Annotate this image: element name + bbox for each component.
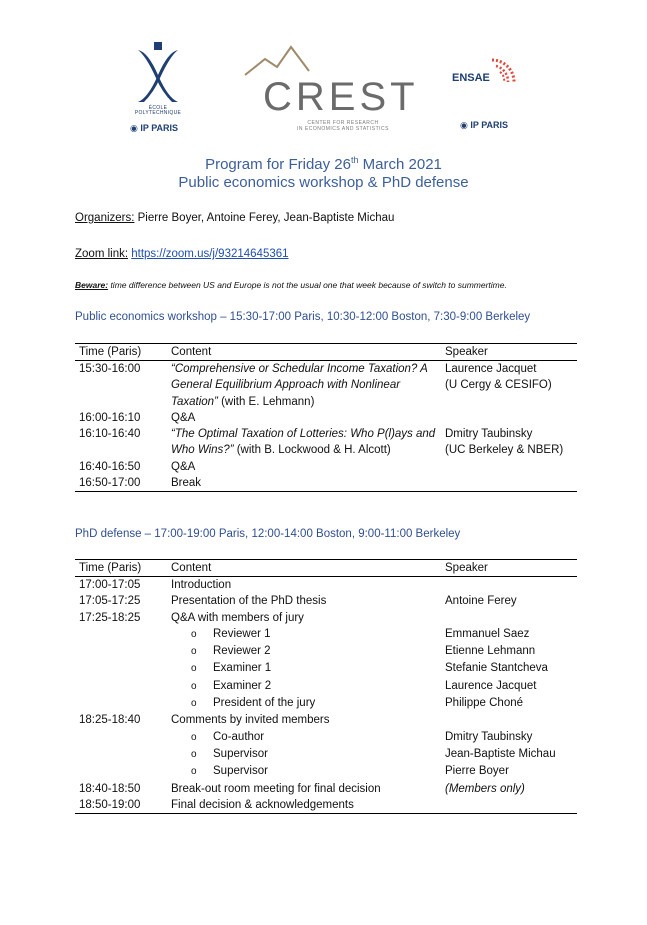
- table-cell: 16:50-17:00: [75, 475, 167, 492]
- table-cell: o Reviewer 1: [167, 626, 441, 643]
- table-cell: [75, 643, 167, 660]
- table-cell: Dmitry Taubinsky: [445, 730, 533, 743]
- bullet-icon: o: [191, 680, 197, 692]
- header-speaker: Speaker: [441, 344, 577, 361]
- crest-subtitle: CENTER FOR RESEARCH IN ECONOMICS AND STATISTICS: [297, 120, 389, 132]
- ip-paris-icon: ◉: [130, 123, 138, 133]
- table-row: [75, 475, 577, 492]
- table-cell: [441, 577, 577, 594]
- table-cell: 16:10-16:40: [79, 428, 141, 441]
- table-row: [75, 593, 577, 609]
- table-cell: 18:50-19:00: [75, 797, 167, 814]
- table-cell: Dmitry Taubinsky (UC Berkeley & NBER): [445, 428, 564, 457]
- table-cell: Final decision & acknowledgements: [167, 797, 441, 814]
- table-row: [75, 626, 577, 643]
- table-cell: o Reviewer 2: [167, 643, 441, 660]
- table-row: [75, 763, 577, 780]
- polytechnique-x-icon: [128, 40, 188, 110]
- ip-paris-label-left: ◉ IP PARIS: [130, 123, 179, 133]
- table-cell: [441, 610, 577, 626]
- table-row: [75, 781, 577, 797]
- polytechnique-logo: [128, 40, 188, 138]
- table-cell: [75, 746, 167, 763]
- workshop-heading: Public economics workshop – 15:30-17:00 Paris, 10:30-12:00 Boston, 7:30-9:00 Berkeley: [75, 311, 531, 323]
- organizers-label: Organizers:: [75, 212, 135, 224]
- crest-name: CREST: [263, 75, 419, 119]
- beware-text: time difference between US and Europe is not the usual one that week because of switch to summertime.: [108, 280, 507, 290]
- table-cell: [441, 475, 577, 492]
- table-header-row: [75, 344, 577, 361]
- header-time: Time (Paris): [75, 560, 167, 577]
- beware-note: [75, 280, 507, 290]
- table-cell: o Co-author: [167, 729, 441, 746]
- table-cell: o Examiner 1: [167, 660, 441, 677]
- table-cell: o Supervisor: [167, 763, 441, 780]
- ip-paris-label-right: ◉ IP PARIS: [460, 120, 509, 130]
- table-cell: (Members only): [445, 782, 525, 795]
- header-speaker: Speaker: [441, 560, 577, 577]
- table-row: [75, 459, 577, 475]
- defense-table: [75, 559, 577, 814]
- organizers-line: [75, 212, 394, 224]
- bullet-icon: o: [191, 646, 197, 658]
- table-cell: [441, 712, 577, 728]
- polytechnique-caption-2: POLYTECHNIQUE: [134, 110, 182, 116]
- table-row: [75, 410, 577, 426]
- table-cell: [75, 729, 167, 746]
- table-cell: Antoine Ferey: [445, 595, 517, 608]
- table-cell: o Examiner 2: [167, 678, 441, 695]
- polytechnique-caption-1: ÉCOLE: [148, 105, 168, 111]
- table-cell: 16:00-16:10: [79, 411, 141, 424]
- table-cell: Comments by invited members: [171, 714, 330, 727]
- table-row: [75, 643, 577, 660]
- beware-label: Beware:: [75, 280, 109, 290]
- table-cell: Presentation of the PhD thesis: [171, 595, 327, 608]
- table-cell: Etienne Lehmann: [445, 645, 536, 658]
- table-cell: [441, 410, 577, 426]
- table-cell: Jean-Baptiste Michau: [445, 747, 556, 760]
- crest-logo: [243, 45, 419, 132]
- table-cell: Laurence Jacquet (U Cergy & CESIFO): [445, 363, 552, 392]
- table-row: [75, 729, 577, 746]
- table-cell: Q&A: [171, 411, 196, 424]
- bullet-icon: o: [191, 628, 197, 640]
- table-cell: “The Optimal Taxation of Lotteries: Who P(l)ays and Who Wins?” (with B. Lockwood & H. Alcott): [171, 428, 436, 457]
- table-cell: Emmanuel Saez: [445, 627, 530, 640]
- table-cell: 18:40-18:50: [79, 782, 141, 795]
- table-cell: Q&A: [171, 460, 196, 473]
- ensae-logo: [452, 52, 524, 138]
- table-cell: 17:25-18:25: [79, 611, 141, 624]
- table-cell: [75, 660, 167, 677]
- table-cell: 18:25-18:40: [79, 714, 141, 727]
- table-row: [75, 610, 577, 626]
- table-cell: 16:40-16:50: [79, 460, 141, 473]
- table-row: [75, 695, 577, 712]
- table-cell: o Supervisor: [167, 746, 441, 763]
- ensae-name: ENSAE: [452, 72, 490, 84]
- table-cell: Introduction: [171, 579, 232, 591]
- bullet-icon: o: [191, 748, 197, 760]
- page-subtitle: Public economics workshop & PhD defense: [178, 174, 469, 191]
- header-content: Content: [167, 344, 441, 361]
- table-row: [75, 712, 577, 728]
- table-cell: [75, 678, 167, 695]
- table-cell: Laurence Jacquet: [445, 679, 537, 692]
- table-cell: o President of the jury: [167, 695, 441, 712]
- table-cell: [441, 459, 577, 475]
- table-cell: “Comprehensive or Schedular Income Taxation? A General Equilibrium Approach with Nonlinear Taxation” (with E. Lehmann): [171, 363, 428, 408]
- table-row: [75, 660, 577, 677]
- table-cell: [75, 763, 167, 780]
- table-row: [75, 426, 577, 459]
- workshop-table: [75, 343, 577, 492]
- table-cell: [75, 626, 167, 643]
- table-cell: Break: [167, 475, 441, 492]
- table-row: [75, 577, 577, 594]
- defense-heading: PhD defense – 17:00-19:00 Paris, 12:00-14:00 Boston, 9:00-11:00 Berkeley: [75, 528, 461, 540]
- zoom-label: Zoom link:: [75, 248, 129, 260]
- bullet-icon: o: [191, 731, 197, 743]
- bullet-icon: o: [191, 698, 197, 710]
- page-title: Program for Friday 26th March 2021: [205, 155, 442, 173]
- table-cell: [75, 695, 167, 712]
- table-row: [75, 361, 577, 410]
- zoom-link[interactable]: https://zoom.us/j/93214645361: [131, 248, 289, 260]
- bullet-icon: o: [191, 766, 197, 778]
- table-cell: Pierre Boyer: [445, 765, 509, 778]
- table-cell: Break-out room meeting for final decision: [171, 782, 381, 795]
- table-cell: 15:30-16:00: [79, 363, 141, 375]
- header-content: Content: [167, 560, 441, 577]
- table-cell: Stefanie Stantcheva: [445, 662, 548, 675]
- table-cell: Q&A with members of jury: [171, 611, 304, 624]
- table-cell: 17:05-17:25: [79, 595, 141, 608]
- table-header-row: [75, 560, 577, 577]
- organizers-names: Pierre Boyer, Antoine Ferey, Jean-Baptiste Michau: [134, 212, 395, 224]
- bullet-icon: o: [191, 663, 197, 675]
- table-cell: 17:00-17:05: [79, 579, 141, 591]
- table-row: [75, 797, 577, 814]
- header-time: Time (Paris): [75, 344, 167, 361]
- table-row: [75, 746, 577, 763]
- table-row: [75, 678, 577, 695]
- zoom-line: [75, 248, 289, 260]
- table-cell: [441, 797, 577, 814]
- table-cell: Philippe Choné: [445, 697, 524, 710]
- ip-paris-icon-right: ◉: [460, 120, 468, 130]
